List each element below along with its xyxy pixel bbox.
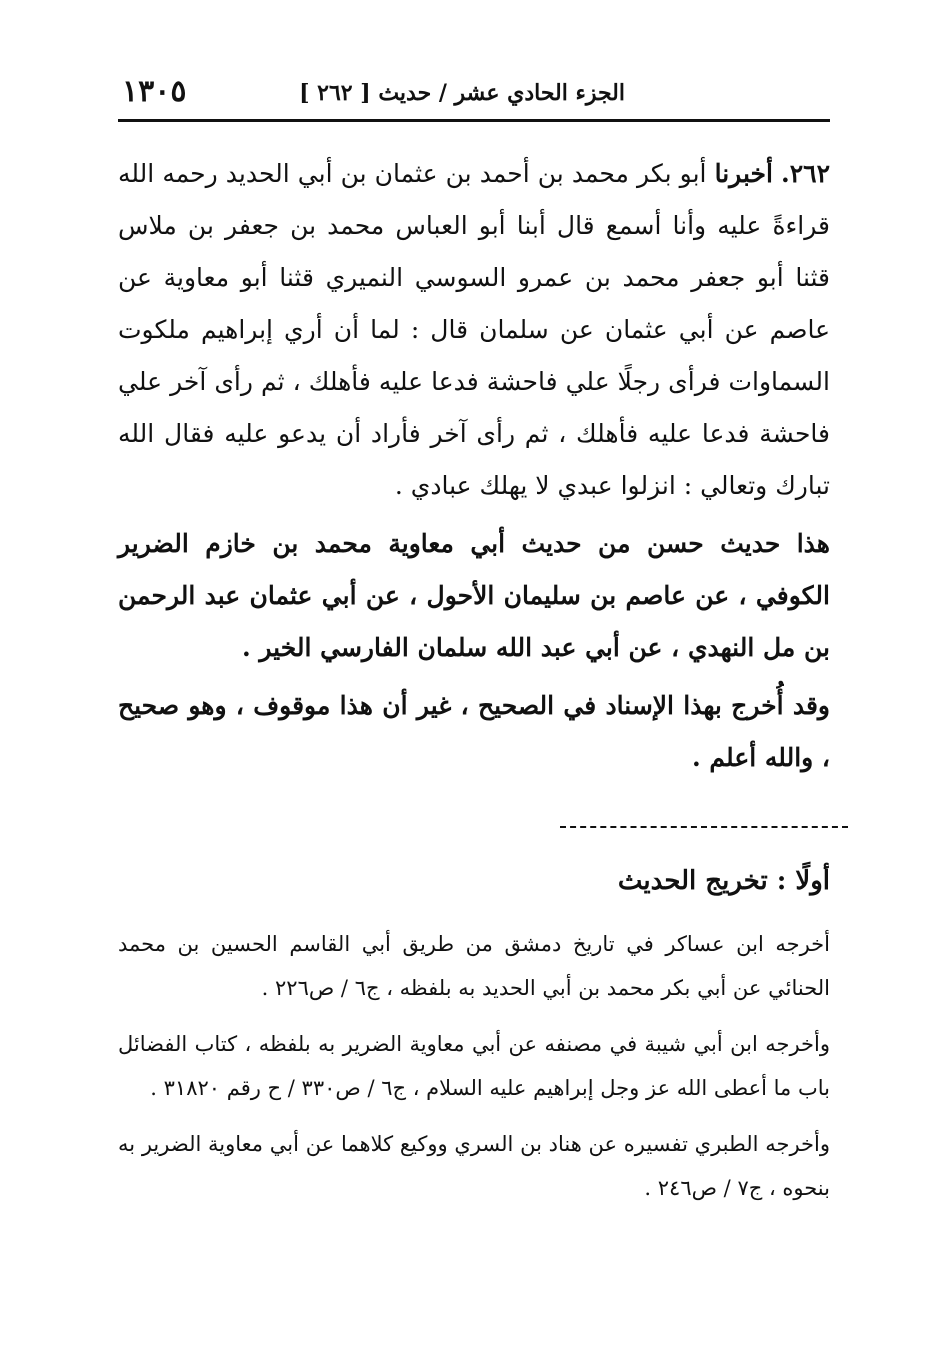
commentary-paragraph: وقد أُخرج بهذا الإسناد في الصحيح ، غير أن هذا موقوف ، وهو صحيح ، والله أعلم . [118,691,830,772]
takhrij-note: وأخرجه ابن أبي شيبة في مصنفه عن أبي معاوية الضرير به بلفظه ، كتاب الفضائل باب ما أعطى الله عز وجل إبراهيم عليه السلام ، ج٦ / ص٣٣٠ / ح رقم ٣١٨٢٠ . [118,1032,830,1100]
header-rule [118,119,830,122]
hadith-lead-word: أخبرنا [714,159,773,188]
page-number: ١٣٠٥ [122,74,187,109]
takhrij-note: أخرجه ابن عساكر في تاريخ دمشق من طريق أبي القاسم الحسين بن محمد الحنائي عن أبي بكر محمد بن أبي الحديد به بلفظه ، ج٦ / ص٢٢٦ . [118,932,830,1000]
hadith-paragraph [118,148,830,512]
section-separator [560,826,848,828]
commentary-paragraph: هذا حديث حسن من حديث أبي معاوية محمد بن خازم الضرير الكوفي ، عن عاصم بن سليمان الأحول ، عن أبي عثمان عبد الرحمن بن مل النهدي ، عن أبي عبد الله سلمان الفارسي الخير . [118,529,830,662]
running-title: الجزء الحادي عشر / حديث [ ٢٦٢ ] [299,80,625,106]
hadith-text: أبو بكر محمد بن أحمد بن عثمان بن أبي الحديد رحمه الله قراءةً عليه وأنا أسمع قال أبنا أبو العباس محمد بن جعفر بن ملاس قثنا أبو جعفر محمد بن عمرو السوسي النميري قثنا أبو معاوية عن عاصم عن أبي عثمان عن سلمان قال : لما أن أري إبراهيم ملكوت السماوات فرأى رجلًا علي فاحشة فدعا عليه فأهلك ، ثم رأى آخر علي فاحشة فدعا عليه فأهلك ، ثم رأى آخر فأراد أن يدعو عليه فقال الله تبارك وتعالي : انزلوا عبدي لا يهلك عبادي . [118,159,830,500]
section-heading: أولًا : تخريج الحديث [617,866,830,896]
page-header [118,74,830,118]
main-text [118,148,830,784]
takhrij-note: وأخرجه الطبري تفسيره عن هناد بن السري ووكيع كلاهما عن أبي معاوية الضرير به بنحوه ، ج٧ / ص٢٤٦ . [118,1132,830,1200]
hadith-number: ٢٦٢. [781,159,831,188]
takhrij-notes [118,922,830,1222]
